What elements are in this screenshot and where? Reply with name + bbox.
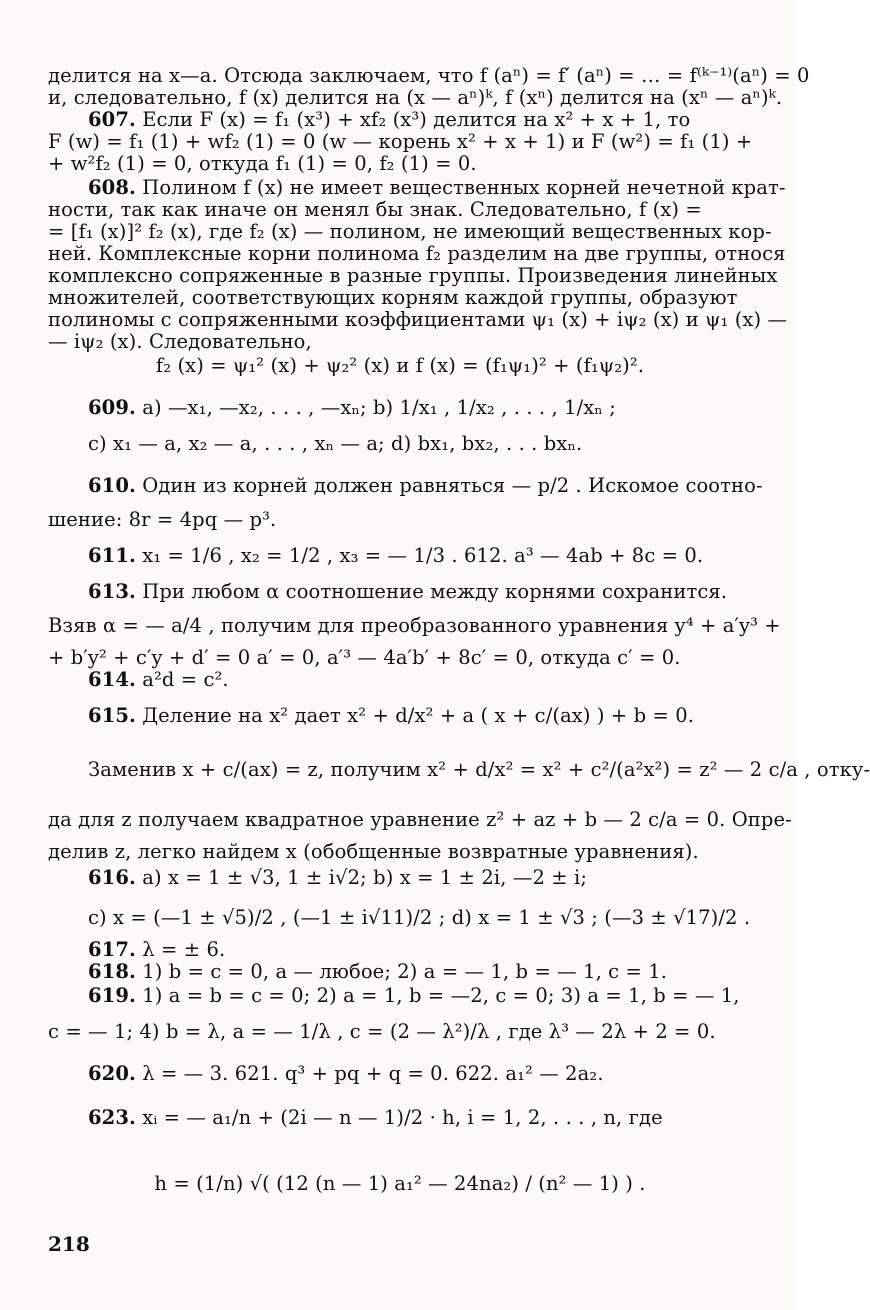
answer-610: 610. Один из корней должен равняться — p/2 . Искомое соотно-: [88, 474, 763, 497]
answer-615: 615. Деление на x² дает x² + d/x² + a ( x + c/(ax) ) + b = 0.: [88, 704, 695, 727]
text-line: c) x₁ — a, x₂ — a, . . . , xₙ — a; d) bx₁, bx₂, . . . bxₙ.: [88, 432, 583, 455]
answer-611-612: 611. x₁ = 1/6 , x₂ = 1/2 , x₃ = — 1/3 . 612. a³ — 4ab + 8c = 0.: [88, 544, 704, 567]
answer-613: 613. При любом α соотношение между корнями сохранится.: [88, 580, 728, 603]
text-line: делится на x—a. Отсюда заключаем, что f (aⁿ) = f′ (aⁿ) = … = f⁽ᵏ⁻¹⁾(aⁿ) = 0: [48, 64, 810, 87]
answer-617: 617. λ = ± 6.: [88, 938, 226, 961]
answer-620-622: 620. λ = — 3. 621. q³ + pq + q = 0. 622. a₁² — 2a₂.: [88, 1062, 604, 1085]
text-line: F (w) = f₁ (1) + wf₂ (1) = 0 (w — корень x² + x + 1) и F (w²) = f₁ (1) +: [48, 130, 753, 153]
text-line: c) x = (—1 ± √5)/2 , (—1 ± i√11)/2 ; d) x = 1 ± √3 ; (—3 ± √17)/2 .: [88, 906, 751, 929]
text-line: Заменив x + c/(ax) = z, получим x² + d/x² = x² + c²/(a²x²) = z² — 2 c/a , отку-: [88, 758, 870, 781]
text-line: и, следовательно, f (x) делится на (x — aⁿ)ᵏ, f (xⁿ) делится на (xⁿ — aⁿ)ᵏ.: [48, 86, 783, 109]
text-line: Взяв α = — a/4 , получим для преобразованного уравнения y⁴ + a′y³ +: [48, 614, 781, 637]
answer-618: 618. 1) b = c = 0, a — любое; 2) a = — 1, b = — 1, c = 1.: [88, 960, 668, 983]
text-line: — iψ₂ (x). Следовательно,: [48, 330, 312, 353]
answer-619: 619. 1) a = b = c = 0; 2) a = 1, b = —2, c = 0; 3) a = 1, b = — 1,: [88, 984, 740, 1007]
text-line: множителей, соответствующих корням каждой группы, образуют: [48, 286, 738, 309]
answer-609: 609. a) —x₁, —x₂, . . . , —xₙ; b) 1/x₁ , 1/x₂ , . . . , 1/xₙ ;: [88, 396, 616, 419]
text-line: полиномы с сопряженными коэффициентами ψ₁ (x) + iψ₂ (x) и ψ₁ (x) —: [48, 308, 788, 331]
text-line: + w²f₂ (1) = 0, откуда f₁ (1) = 0, f₂ (1) = 0.: [48, 152, 477, 175]
text-line: делив z, легко найдем x (обобщенные возвратные уравнения).: [48, 840, 699, 863]
text-line: c = — 1; 4) b = λ, a = — 1/λ , c = (2 — λ²)/λ , где λ³ — 2λ + 2 = 0.: [48, 1020, 716, 1043]
text-line: шение: 8r = 4pq — p³.: [48, 508, 277, 531]
answer-623: 623. xᵢ = — a₁/n + (2i — n — 1)/2 · h, i = 1, 2, . . . , n, где: [88, 1106, 663, 1129]
formula: f₂ (x) = ψ₁² (x) + ψ₂² (x) и f (x) = (f₁ψ₁)² + (f₁ψ₂)².: [155, 354, 645, 377]
answer-607: 607. Если F (x) = f₁ (x³) + xf₂ (x³) делится на x² + x + 1, то: [88, 108, 691, 131]
text-line: + b′y² + c′y + d′ = 0 a′ = 0, a′³ — 4a′b′ + 8c′ = 0, откуда c′ = 0.: [48, 646, 681, 669]
answer-614: 614. a²d = c².: [88, 668, 229, 691]
text-line: ней. Комплексные корни полинома f₂ разделим на две группы, относя: [48, 242, 786, 265]
answer-608: 608. Полином f (x) не имеет вещественных корней нечетной крат-: [88, 176, 786, 199]
text-line: = [f₁ (x)]² f₂ (x), где f₂ (x) — полином, не имеющий вещественных кор-: [48, 220, 772, 243]
answer-616: 616. a) x = 1 ± √3, 1 ± i√2; b) x = 1 ± 2i, —2 ± i;: [88, 866, 587, 889]
text-line: комплексно сопряженные в разные группы. Произведения линейных: [48, 264, 778, 287]
text-line: ности, так как иначе он менял бы знак. Следовательно, f (x) =: [48, 198, 702, 221]
formula: h = (1/n) √( (12 (n — 1) a₁² — 24na₂) / (n² — 1) ) .: [154, 1172, 646, 1195]
text-line: да для z получаем квадратное уравнение z² + az + b — 2 c/a = 0. Опре-: [48, 808, 792, 831]
page-number: 218: [48, 1232, 90, 1256]
